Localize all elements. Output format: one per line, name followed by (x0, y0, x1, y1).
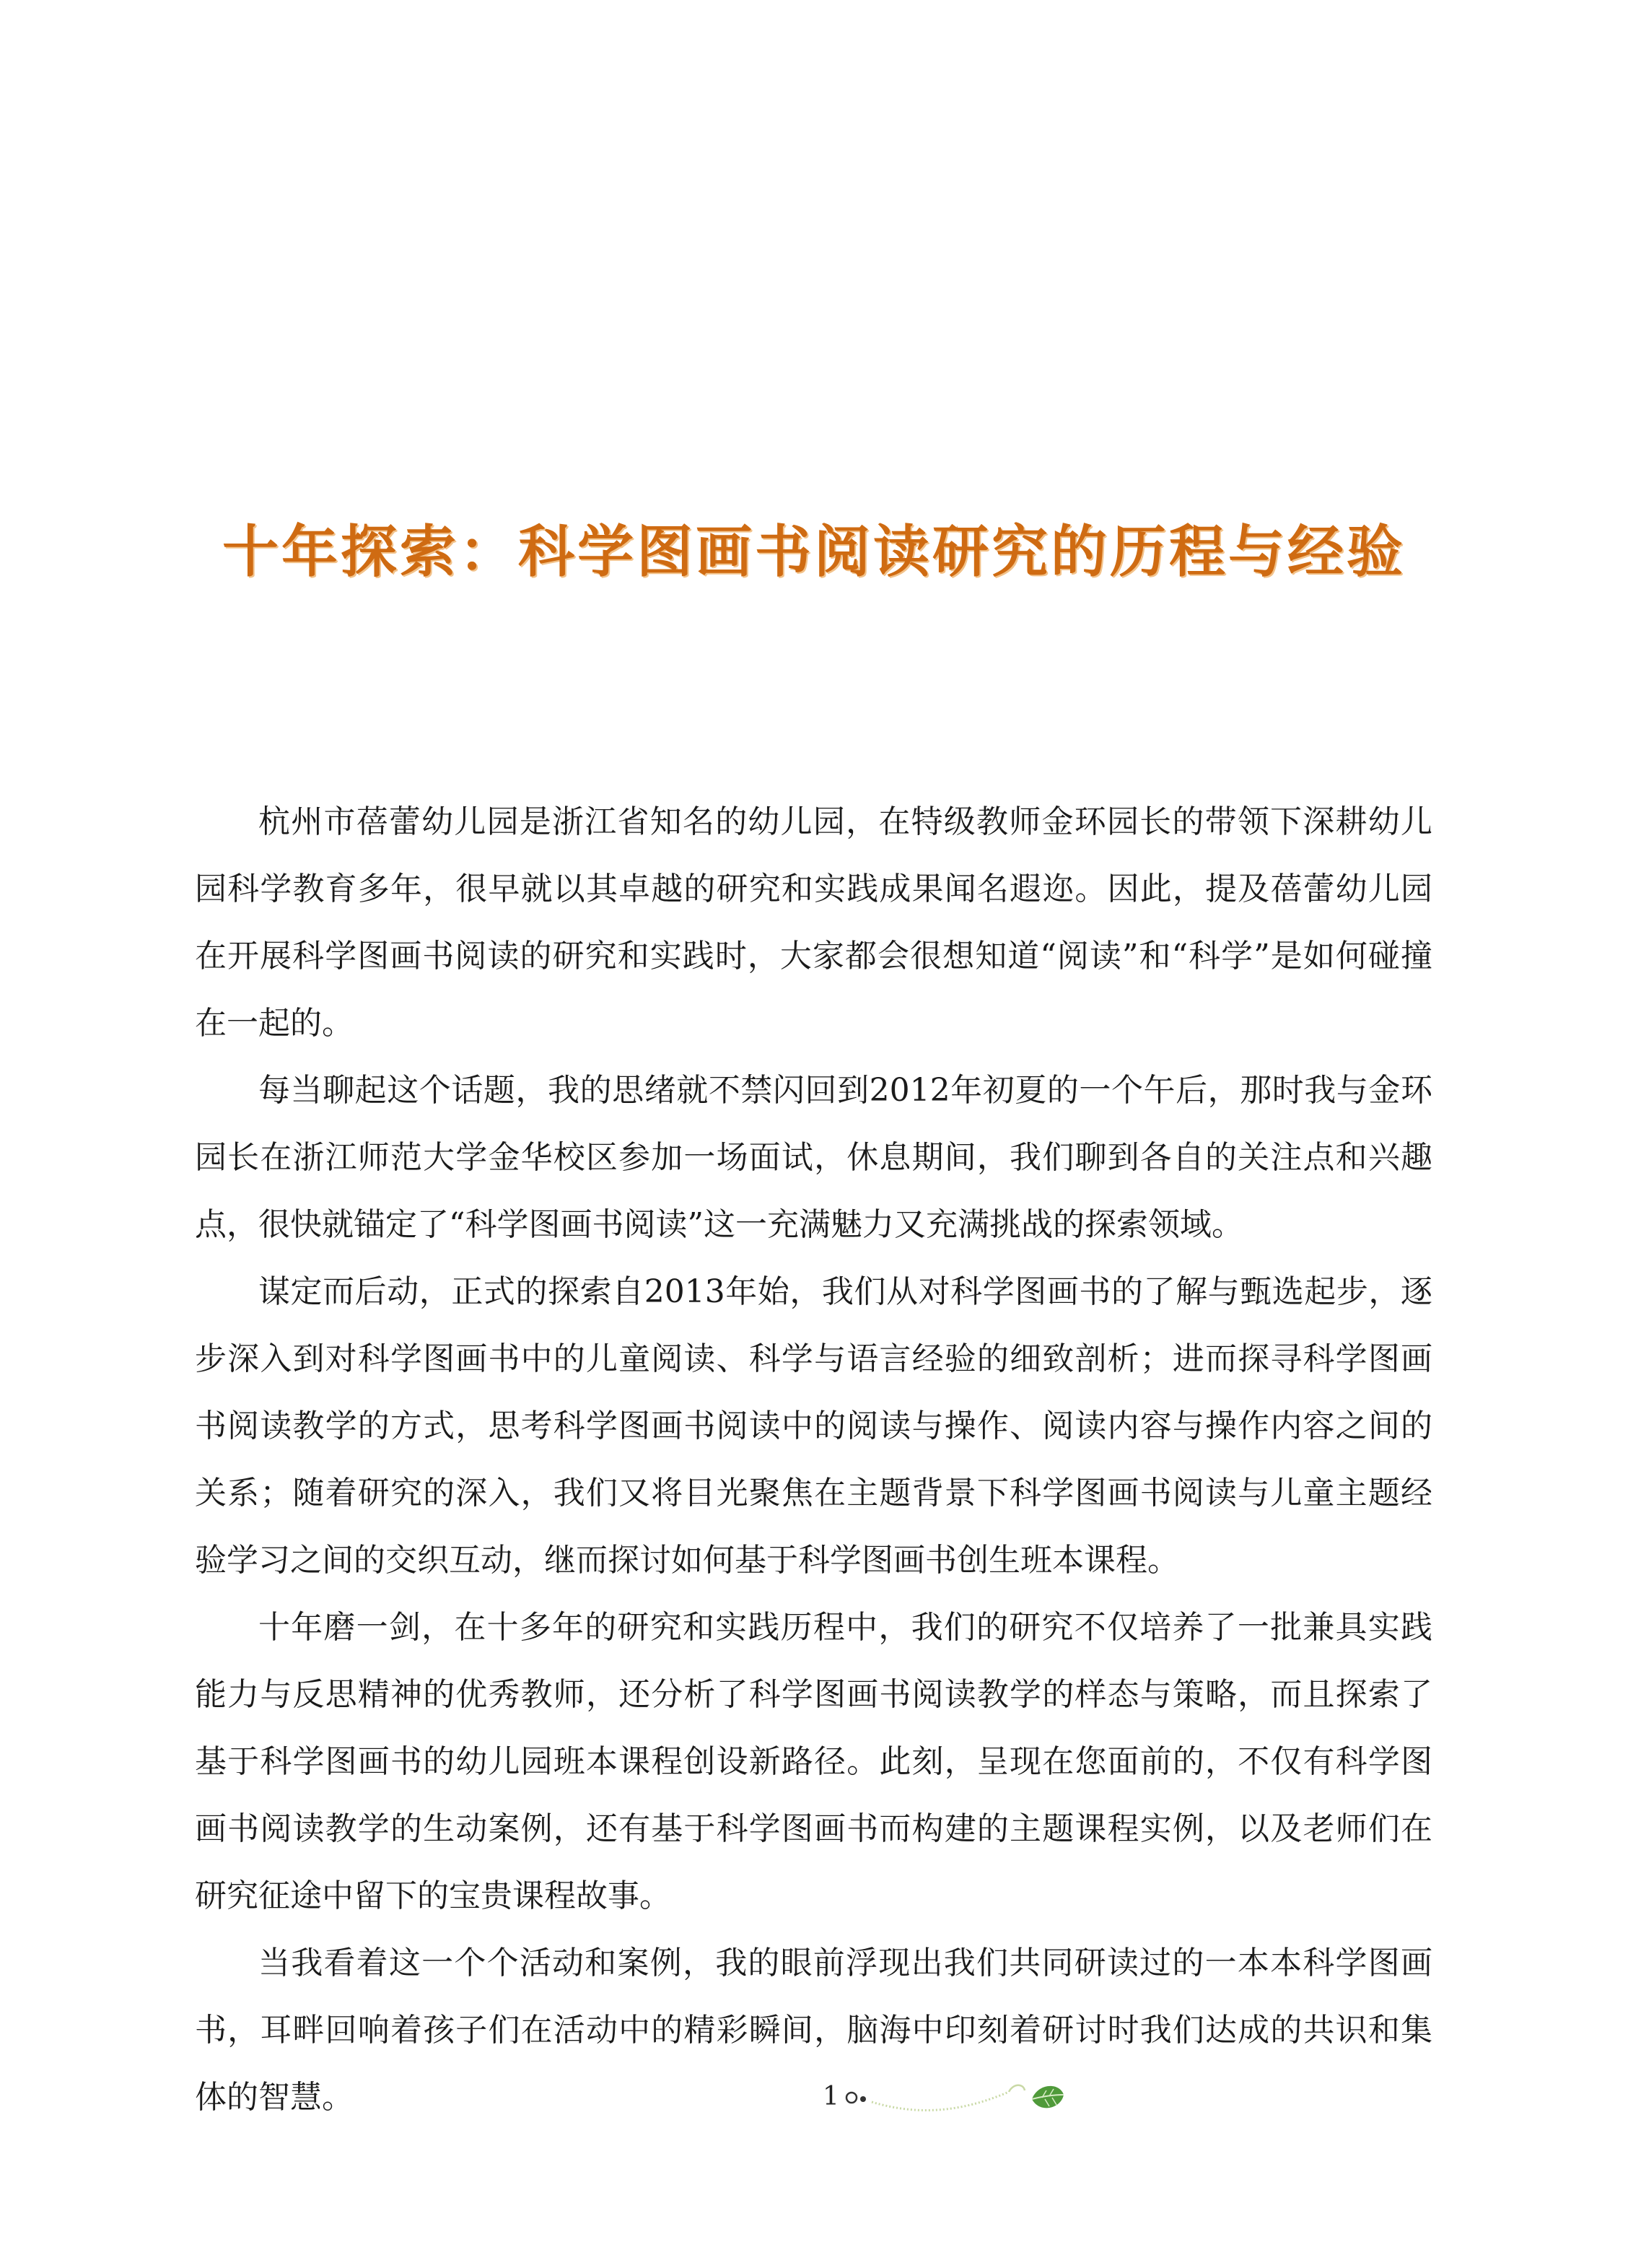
paragraph: 十年磨一剑，在十多年的研究和实践历程中，我们的研究不仅培养了一批兼具实践能力与反思精神的优秀教师，还分析了科学图画书阅读教学的样态与策略，而且探索了基于科学图画书的幼儿园班本课程创设新路径。此刻，呈现在您面前的，不仅有科学图画书阅读教学的生动案例，还有基于科学图画书而构建的主题课程实例，以及老师们在研究征途中留下的宝贵课程故事。 (195, 1609, 1432, 1914)
paragraph: 谋定而后动，正式的探索自2013年始，我们从对科学图画书的了解与甄选起步，逐步深入到对科学图画书中的儿童阅读、科学与语言经验的细致剖析；进而探寻科学图画书阅读教学的方式，思考科学图画书阅读中的阅读与操作、阅读内容与操作内容之间的关系；随着研究的深入，我们又将目光聚焦在主题背景下科学图画书阅读与儿童主题经验学习之间的交织互动，继而探讨如何基于科学图画书创生班本课程。 (195, 1273, 1432, 1579)
page-number: 1 (823, 2082, 839, 2111)
paragraph: 每当聊起这个话题，我的思绪就不禁闪回到2012年初夏的一个午后，那时我与金环园长在浙江师范大学金华校区参加一场面试，休息期间，我们聊到各自的关注点和兴趣点，很快就锚定了“科学图画书阅读”这一充满魅力又充满挑战的探索领域。 (195, 1072, 1432, 1243)
leaf-vine-ornament-icon (843, 2073, 1067, 2131)
page-footer (823, 2073, 1068, 2131)
body-text (195, 788, 1432, 2131)
paragraph: 杭州市蓓蕾幼儿园是浙江省知名的幼儿园，在特级教师金环园长的带领下深耕幼儿园科学教育多年，很早就以其卓越的研究和实践成果闻名遐迩。因此，提及蓓蕾幼儿园在开展科学图画书阅读的研究和实践时，大家都会很想知道“阅读”和“科学”是如何碰撞在一起的。 (195, 803, 1432, 1042)
paragraph: 当我看着这一个个活动和案例，我的眼前浮现出我们共同研读过的一本本科学图画书，耳畔回响着孩子们在活动中的精彩瞬间，脑海中印刻着研讨时我们达成的共识和集体的智慧。 (195, 1945, 1432, 2116)
leaf-icon (1032, 2086, 1064, 2108)
chapter-title: 十年探索：科学图画书阅读研究的历程与经验 (222, 520, 1406, 585)
